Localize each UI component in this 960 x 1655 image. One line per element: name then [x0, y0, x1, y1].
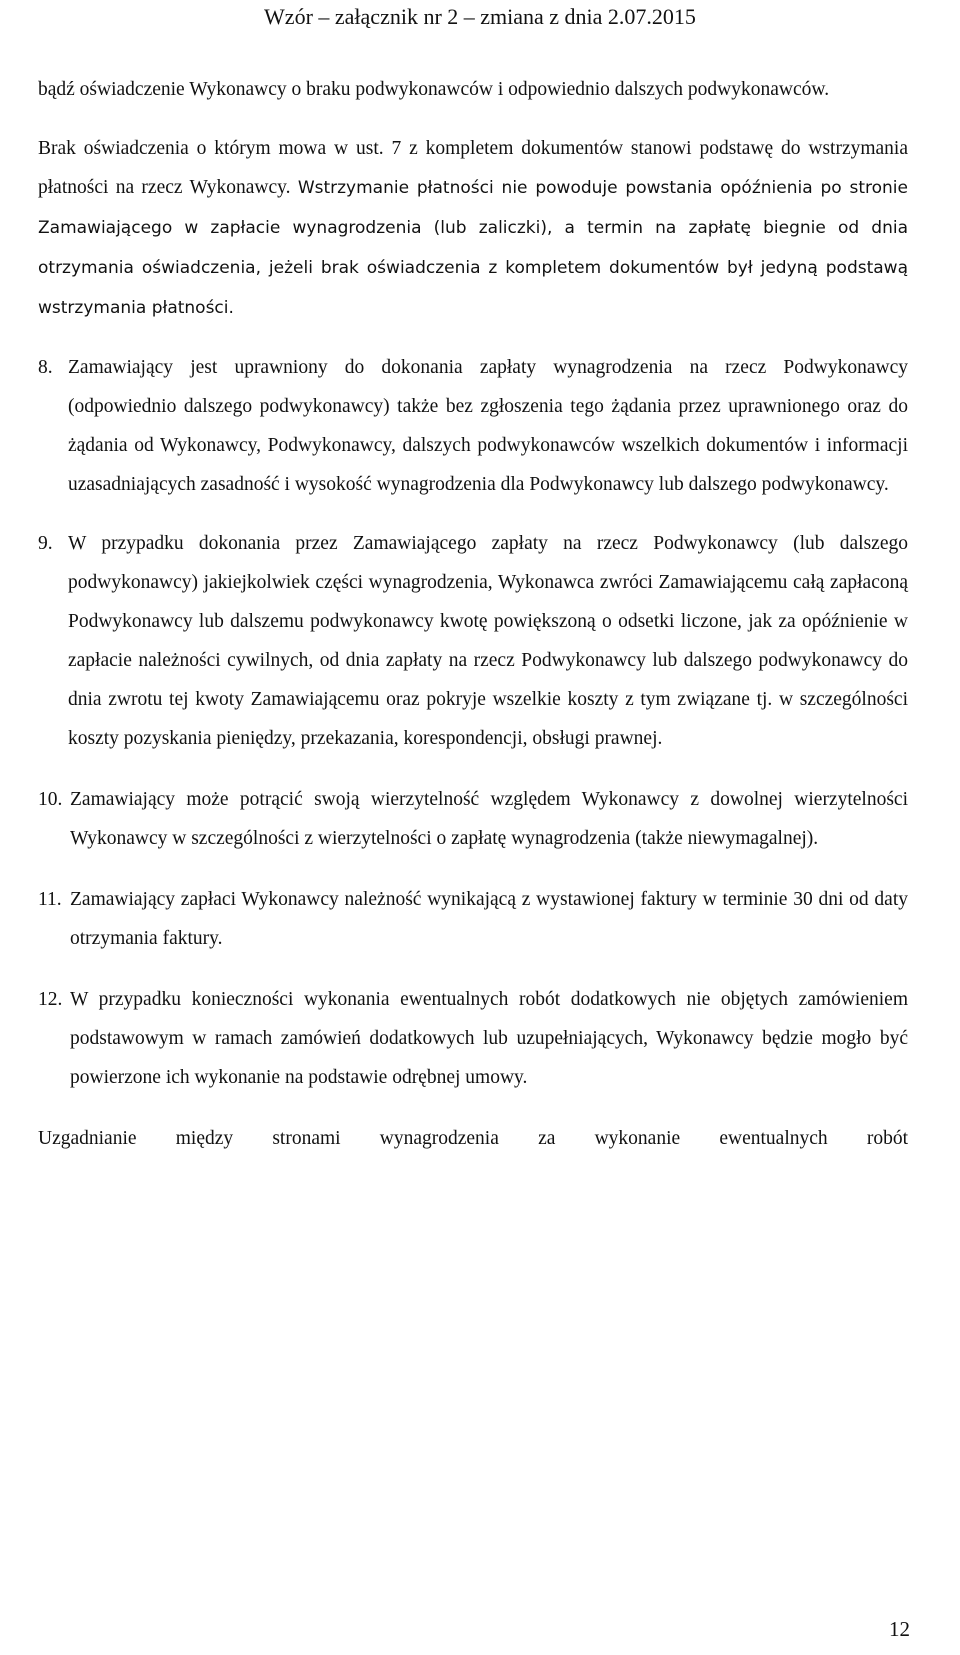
clause-10: [38, 780, 908, 858]
document-body: [38, 70, 908, 1158]
clause-11: [38, 880, 908, 958]
clause-text: W przypadku dokonania przez Zamawiającego zapłaty na rzecz Podwykonawcy (lub dalszego podwykonawcy) jakiejkolwiek części wynagrodzenia, Wykonawca zwróci Zamawiającemu całą zapłaconą Podwykonawcy lub dalszemu podwykonawcy kwotę powiększoną o odsetki liczone, jak za opóźnienie w zapłacie należności cywilnych, od dnia zapłaty na rzecz Podwykonawcy lub dalszego podwykonawcy do dnia zwrotu tej kwoty Zamawiającemu oraz pokryje wszelkie koszty z tym związane tj. w szczególności koszty pozyskania pieniędzy, przekazania, korespondencji, obsługi prawnej.: [68, 533, 908, 749]
clause-number: 11.: [38, 889, 62, 910]
clause-8: [38, 348, 908, 504]
clause-text: Zamawiający może potrącić swoją wierzytelność względem Wykonawcy z dowolnej wierzytelności Wykonawcy w szczególności z wierzytelności o zapłatę wynagrodzenia (także niewymagalnej).: [70, 789, 908, 849]
clause-text: Zamawiający zapłaci Wykonawcy należność wynikającą z wystawionej faktury w terminie 30 dni od daty otrzymania faktury.: [70, 889, 908, 949]
clause-number: 8.: [38, 357, 53, 378]
clause-text: W przypadku konieczności wykonania ewentualnych robót dodatkowych nie objętych zamówieniem podstawowym w ramach zamówień dodatkowych lub uzupełniających, Wykonawcy będzie mogło być powierzone ich wykonanie na podstawie odrębnej umowy.: [70, 989, 908, 1088]
clause-9: [38, 524, 908, 758]
paragraph-payment-suspension: [38, 129, 908, 328]
clause-text: Zamawiający jest uprawniony do dokonania zapłaty wynagrodzenia na rzecz Podwykonawcy (odpowiednio dalszego podwykonawcy) także bez zgłoszenia tego żądania przez uprawnionego oraz do żądania od Wykonawcy, Podwykonawcy, dalszych podwykonawców wszelkich dokumentów i informacji uzasadniających zasadność i wysokość wynagrodzenia dla Podwykonawcy lub dalszego podwykonawcy.: [68, 357, 908, 495]
document-header: Wzór – załącznik nr 2 – zmiana z dnia 2.07.2015: [264, 4, 696, 29]
clause-number: 12.: [38, 989, 63, 1010]
paragraph-payment-suspension-sans: Wstrzymanie płatności nie powoduje powstania opóźnienia po stronie Zamawiającego w zapłacie wynagrodzenia (lub zaliczki), a termin na zapłatę biegnie od dnia otrzymania oświadczenia, jeżeli brak oświadczenia z kompletem dokumentów był jedyną podstawą wstrzymania płatności.: [38, 178, 908, 318]
clause-12: [38, 980, 908, 1097]
page-number: 12: [889, 1617, 910, 1641]
paragraph-subcontractor-statement: bądź oświadczenie Wykonawcy o braku podwykonawców i odpowiednio dalszych podwykonawców.: [38, 79, 830, 100]
clause-number: 9.: [38, 533, 53, 554]
paragraph-payment-suspension-serif: Brak oświadczenia o którym mowa w ust. 7 z kompletem dokumentów stanowi podstawę do wstrzymania płatności na rzecz Wykonawcy.: [38, 138, 908, 198]
paragraph-additional-works: Uzgadnianie między stronami wynagrodzenia za wykonanie ewentualnych robót: [38, 1128, 908, 1149]
clause-number: 10.: [38, 789, 63, 810]
